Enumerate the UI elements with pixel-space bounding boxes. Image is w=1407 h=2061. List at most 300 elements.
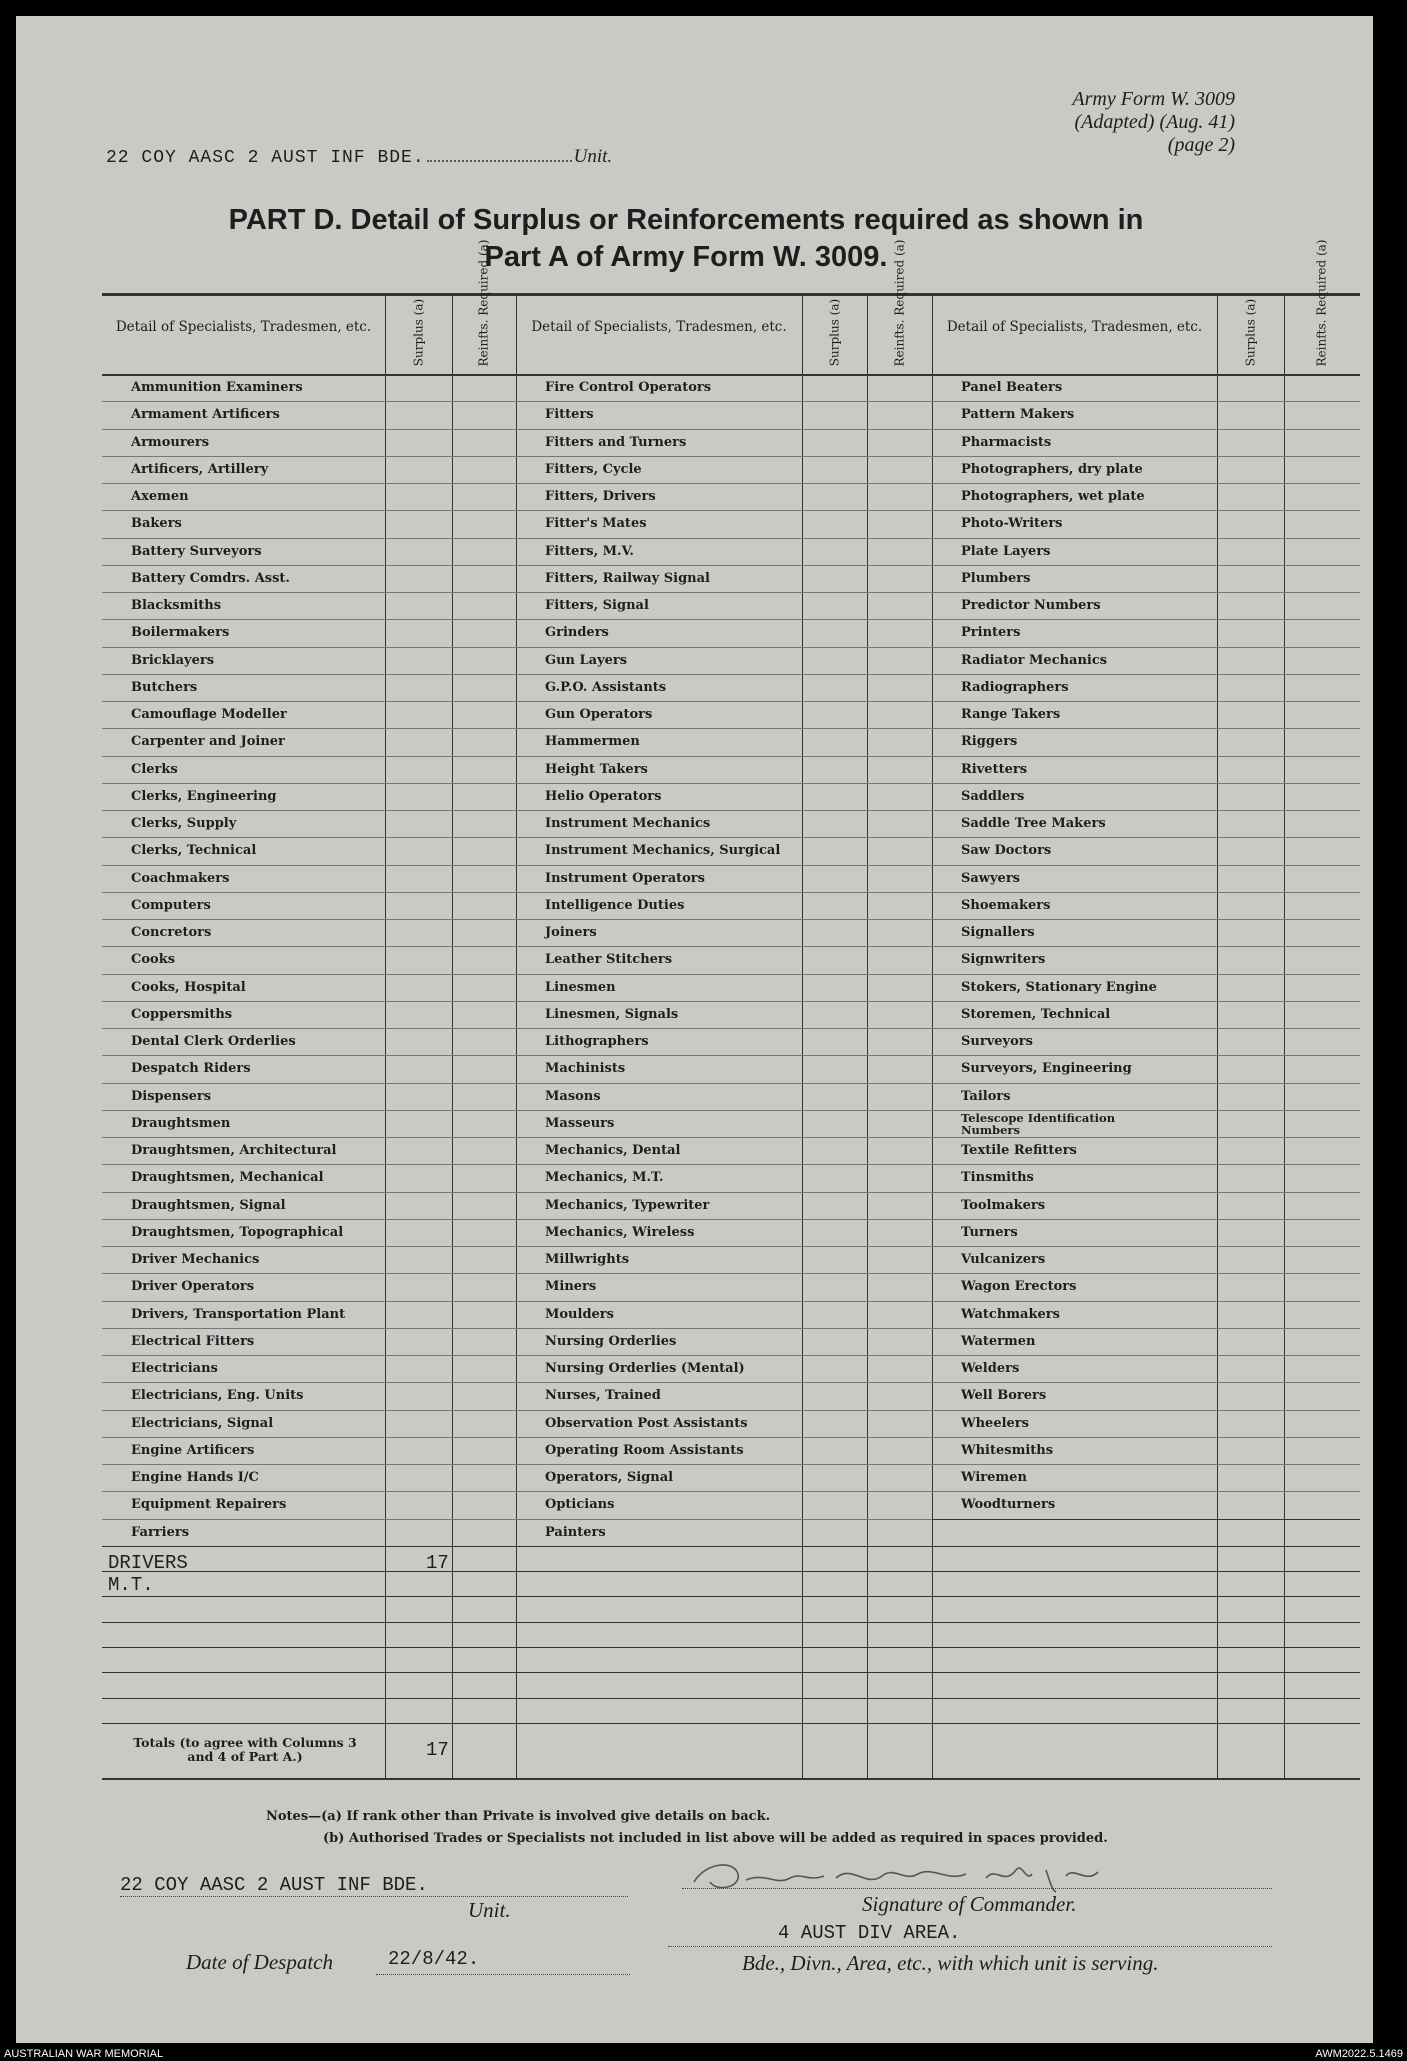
row-rule xyxy=(102,1410,516,1411)
trade-cell: Computers xyxy=(131,897,211,913)
row-rule xyxy=(932,1328,1360,1329)
trade-cell: Linesmen, Signals xyxy=(545,1006,679,1022)
trade-cell: Armourers xyxy=(131,434,210,450)
row-rule xyxy=(102,483,516,484)
trade-cell: Coppersmiths xyxy=(131,1006,233,1022)
trade-cell: Blacksmiths xyxy=(131,598,222,613)
trade-cell: Photo-Writers xyxy=(961,516,1063,532)
row-rule xyxy=(102,892,516,893)
row-rule xyxy=(516,1164,932,1165)
trade-cell: Mechanics, Dental xyxy=(545,1143,681,1158)
row-rule xyxy=(932,1083,1360,1084)
trade-cell: Drivers, Transportation Plant xyxy=(131,1306,346,1322)
row-rule xyxy=(932,865,1360,866)
row-rule xyxy=(932,401,1360,402)
trade-cell: Helio Operators xyxy=(545,788,662,804)
body-end-rule xyxy=(102,1546,1360,1547)
row-rule xyxy=(102,756,516,757)
header-detail-specialists: Detail of Specialists, Tradesmen, etc. xyxy=(531,319,787,335)
row-rule xyxy=(932,946,1360,947)
blank-row-rule xyxy=(102,1571,1360,1572)
blank-row-rule xyxy=(102,1622,1360,1623)
trade-cell: Camouflage Modeller xyxy=(131,707,287,722)
row-rule xyxy=(516,647,932,648)
row-rule xyxy=(932,756,1360,757)
trade-cell: Toolmakers xyxy=(961,1197,1046,1213)
row-rule xyxy=(516,619,932,620)
row-rule xyxy=(932,919,1360,920)
row-rule xyxy=(516,728,932,729)
row-rule xyxy=(932,429,1360,430)
row-rule xyxy=(932,1301,1360,1302)
row-rule xyxy=(516,592,932,593)
trade-cell: Instrument Mechanics xyxy=(545,816,711,831)
row-rule xyxy=(932,1410,1360,1411)
row-rule xyxy=(932,1219,1360,1220)
row-rule xyxy=(932,783,1360,784)
archive-reference: AWM2022.5.1469 xyxy=(1315,2048,1403,2060)
row-rule xyxy=(516,1437,932,1438)
unit-header-value: 22 COY AASC 2 AUST INF BDE. xyxy=(106,148,425,168)
date-value: 22/8/42. xyxy=(388,1948,480,1970)
row-rule xyxy=(516,1001,932,1002)
trade-cell: Artificers, Artillery xyxy=(131,461,269,477)
header-surplus: Surplus (a) xyxy=(411,298,425,367)
row-rule xyxy=(102,701,516,702)
trade-cell: Bakers xyxy=(131,516,182,532)
row-rule xyxy=(516,1246,932,1247)
trade-cell: Dental Clerk Orderlies xyxy=(131,1034,296,1049)
trade-cell: Battery Comdrs. Asst. xyxy=(131,570,290,586)
trade-cell: Welders xyxy=(961,1361,1020,1376)
column-rule xyxy=(1284,293,1285,1778)
trade-cell: Range Takers xyxy=(961,707,1061,722)
trade-cell: Clerks xyxy=(131,761,178,777)
trade-cell: Cooks xyxy=(131,952,176,968)
trade-cell: G.P.O. Assistants xyxy=(545,679,667,695)
trade-cell: Boilermakers xyxy=(131,625,230,641)
trade-cell: Lithographers xyxy=(545,1034,649,1049)
trade-cell: Equipment Repairers xyxy=(131,1497,287,1513)
row-rule xyxy=(932,1382,1360,1383)
notes xyxy=(266,1806,1108,1850)
trade-cell: Electrical Fitters xyxy=(131,1333,255,1349)
trade-cell: Photographers, wet plate xyxy=(961,489,1145,504)
unit-header-label: Unit. xyxy=(573,146,613,167)
trade-cell: Clerks, Engineering xyxy=(131,788,277,804)
trade-cell: Butchers xyxy=(131,679,198,695)
row-rule xyxy=(516,1301,932,1302)
row-rule xyxy=(932,538,1360,539)
trade-cell: Wheelers xyxy=(961,1415,1029,1431)
row-rule xyxy=(516,1083,932,1084)
column-rule xyxy=(385,293,386,1778)
trade-cell: Machinists xyxy=(545,1061,626,1077)
row-rule xyxy=(516,1192,932,1193)
trade-cell: Bricklayers xyxy=(131,652,215,668)
form-page xyxy=(16,16,1373,2043)
row-rule xyxy=(102,619,516,620)
trade-cell: Nurses, Trained xyxy=(545,1388,661,1404)
header-surplus: Surplus (a) xyxy=(1243,298,1257,367)
row-rule xyxy=(932,1192,1360,1193)
row-rule xyxy=(932,810,1360,811)
row-rule xyxy=(516,810,932,811)
trade-cell: Predictor Numbers xyxy=(961,598,1101,613)
trade-cell: Concretors xyxy=(131,925,212,940)
row-rule xyxy=(932,1355,1360,1356)
row-rule xyxy=(932,1001,1360,1002)
row-rule xyxy=(932,592,1360,593)
row-rule xyxy=(932,647,1360,648)
trade-cell: Grinders xyxy=(545,625,609,641)
trade-cell: Plumbers xyxy=(961,570,1031,586)
trade-cell: Fitters and Turners xyxy=(545,434,687,450)
trade-cell: Engine Artificers xyxy=(131,1442,255,1458)
blank-row-rule xyxy=(102,1647,1360,1648)
trade-cell: Opticians xyxy=(545,1497,615,1513)
trade-cell: Radiator Mechanics xyxy=(961,652,1108,668)
row-rule xyxy=(932,1246,1360,1247)
row-rule xyxy=(516,565,932,566)
trade-cell: Instrument Mechanics, Surgical xyxy=(545,843,781,859)
trade-cell: Axemen xyxy=(131,489,189,504)
trade-cell: Masons xyxy=(545,1088,601,1104)
date-line xyxy=(376,1974,630,1975)
row-rule xyxy=(932,1164,1360,1165)
row-rule xyxy=(932,1055,1360,1056)
row-rule xyxy=(516,1137,932,1138)
row-rule xyxy=(516,538,932,539)
row-rule xyxy=(516,783,932,784)
header-bottom-rule xyxy=(102,374,1360,376)
row-rule xyxy=(516,483,932,484)
trade-cell: Signwriters xyxy=(961,952,1046,968)
col3-end-rule xyxy=(932,1519,1360,1520)
row-rule xyxy=(516,1028,932,1029)
trade-cell: Battery Surveyors xyxy=(131,543,262,559)
trade-cell: Electricians, Eng. Units xyxy=(131,1388,304,1404)
row-rule xyxy=(516,674,932,675)
column-rule xyxy=(1217,293,1218,1778)
row-rule xyxy=(516,892,932,893)
header-surplus: Surplus (a) xyxy=(827,298,841,367)
trade-cell: Photographers, dry plate xyxy=(961,461,1143,477)
row-rule xyxy=(516,1328,932,1329)
trade-cell: Rivetters xyxy=(961,761,1028,777)
row-rule xyxy=(932,974,1360,975)
row-rule xyxy=(932,456,1360,457)
trade-cell: Telescope Identification Numbers xyxy=(961,1110,1116,1137)
row-rule xyxy=(102,1164,516,1165)
title-line1: PART D. Detail of Surplus or Reinforcements required as shown in xyxy=(228,204,1144,236)
trade-cell: Shoemakers xyxy=(961,897,1051,913)
trade-cell: Textile Refitters xyxy=(961,1143,1077,1158)
row-rule xyxy=(102,1437,516,1438)
trade-cell: Nursing Orderlies xyxy=(545,1333,677,1349)
signature-line xyxy=(682,1888,1272,1889)
trade-cell: Fire Control Operators xyxy=(545,380,712,395)
row-rule xyxy=(102,1219,516,1220)
trade-cell: Clerks, Supply xyxy=(131,816,237,831)
trade-cell: Sawyers xyxy=(961,870,1020,886)
trade-cell: Printers xyxy=(961,625,1021,641)
row-rule xyxy=(102,1382,516,1383)
trade-cell: Draughtsmen, Architectural xyxy=(131,1143,337,1158)
row-rule xyxy=(102,510,516,511)
trade-cell: Ammunition Examiners xyxy=(131,380,303,395)
trade-cell: Mechanics, M.T. xyxy=(545,1170,664,1186)
trade-cell: Woodturners xyxy=(961,1497,1056,1513)
row-rule xyxy=(516,1410,932,1411)
trade-cell: Gun Layers xyxy=(545,652,628,668)
row-rule xyxy=(102,456,516,457)
header-detail-specialists: Detail of Specialists, Tradesmen, etc. xyxy=(946,319,1203,335)
trade-cell: Watermen xyxy=(961,1333,1036,1349)
row-rule xyxy=(102,429,516,430)
trade-cell: Riggers xyxy=(961,734,1018,750)
row-rule xyxy=(932,1110,1360,1111)
row-rule xyxy=(102,1055,516,1056)
unit-dotted-line xyxy=(427,160,572,162)
row-rule xyxy=(932,1464,1360,1465)
header-reinfts-required: Reinfts. Required (a) xyxy=(1314,239,1329,367)
row-rule xyxy=(102,1328,516,1329)
header-reinfts-required: Reinfts. Required (a) xyxy=(892,239,906,367)
row-rule xyxy=(102,674,516,675)
trade-cell: Fitter's Mates xyxy=(545,516,647,532)
trade-cell: Painters xyxy=(545,1524,606,1540)
trade-cell: Instrument Operators xyxy=(545,870,705,886)
trade-cell: Plate Layers xyxy=(961,543,1051,559)
row-rule xyxy=(516,919,932,920)
header-detail-specialists: Detail of Specialists, Tradesmen, etc. xyxy=(115,319,372,335)
title-line2: Part A of Army Form W. 3009. xyxy=(484,241,888,273)
row-rule xyxy=(102,919,516,920)
row-rule xyxy=(516,456,932,457)
form-id-line1: Army Form W. 3009 xyxy=(1072,88,1235,110)
row-rule xyxy=(102,1192,516,1193)
archive-credit: AUSTRALIAN WAR MEMORIAL xyxy=(4,2048,164,2060)
trade-cell: Operators, Signal xyxy=(545,1470,674,1485)
unit-header xyxy=(106,146,612,168)
row-rule xyxy=(516,429,932,430)
row-rule xyxy=(932,1028,1360,1029)
trade-cell: Watchmakers xyxy=(961,1306,1060,1322)
trade-cell: Hammermen xyxy=(545,734,640,750)
trade-cell: Linesmen xyxy=(545,979,616,995)
trade-cell: Operating Room Assistants xyxy=(545,1442,744,1458)
trade-cell: Observation Post Assistants xyxy=(545,1415,748,1431)
row-rule xyxy=(102,837,516,838)
totals-reinfts-value: 17 xyxy=(426,1738,449,1761)
trade-cell: Joiners xyxy=(545,925,597,940)
column-rule xyxy=(932,293,933,1778)
row-rule xyxy=(932,1437,1360,1438)
footer-unit-line xyxy=(120,1896,628,1897)
trade-cell: Driver Mechanics xyxy=(131,1252,260,1267)
trade-cell: Cooks, Hospital xyxy=(131,979,246,995)
blank-row-rule xyxy=(102,1672,1360,1673)
trade-cell: Millwrights xyxy=(545,1252,630,1267)
signature-label: Signature of Commander. xyxy=(862,1892,1077,1916)
row-rule xyxy=(102,1491,516,1492)
trade-cell: Whitesmiths xyxy=(961,1442,1054,1458)
trade-cell: Tinsmiths xyxy=(961,1170,1034,1186)
row-rule xyxy=(516,756,932,757)
row-rule xyxy=(932,1491,1360,1492)
trade-cell: Fitters xyxy=(545,407,594,423)
trade-cell: Armament Artificers xyxy=(131,407,280,423)
row-rule xyxy=(516,1491,932,1492)
row-rule xyxy=(102,1519,516,1520)
row-rule xyxy=(102,1355,516,1356)
trade-cell: Fitters, Railway Signal xyxy=(545,570,710,586)
formation-label: Bde., Divn., Area, etc., with which unit is serving. xyxy=(742,1951,1159,1975)
header-reinfts-required: Reinfts. Required (a) xyxy=(476,239,491,367)
trade-cell: Signallers xyxy=(961,925,1035,940)
trade-cell: Wiremen xyxy=(961,1470,1027,1485)
trade-cell: Surveyors xyxy=(961,1034,1033,1049)
trade-cell: Coachmakers xyxy=(131,870,230,886)
table-top-rule xyxy=(102,293,1360,296)
row-rule xyxy=(516,1464,932,1465)
footer-unit-value: 22 COY AASC 2 AUST INF BDE. xyxy=(120,1874,428,1896)
trade-cell: Fitters, Signal xyxy=(545,598,649,613)
trade-cell: Fitters, Cycle xyxy=(545,461,642,477)
row-rule xyxy=(102,1001,516,1002)
row-rule xyxy=(102,565,516,566)
added-trade-entry: DRIVERS M.T. xyxy=(108,1551,188,1596)
trade-cell: Leather Stitchers xyxy=(545,952,673,968)
note-a: Notes—(a) If rank other than Private is involved give details on back. xyxy=(266,1809,771,1824)
trade-cell: Saddlers xyxy=(961,788,1025,804)
row-rule xyxy=(932,674,1360,675)
trade-cell: Masseurs xyxy=(545,1115,615,1131)
row-rule xyxy=(102,810,516,811)
row-rule xyxy=(102,946,516,947)
trade-cell: Farriers xyxy=(131,1524,190,1540)
trade-cell: Miners xyxy=(545,1279,597,1295)
trade-cell: Driver Operators xyxy=(131,1279,255,1295)
trade-cell: Draughtsmen xyxy=(131,1115,231,1131)
row-rule xyxy=(102,1273,516,1274)
row-rule xyxy=(932,510,1360,511)
row-rule xyxy=(516,1273,932,1274)
trade-cell: Vulcanizers xyxy=(961,1252,1046,1267)
row-rule xyxy=(932,1137,1360,1138)
trade-cell: Pattern Makers xyxy=(961,407,1075,423)
page-title xyxy=(136,202,1236,276)
row-rule xyxy=(516,1382,932,1383)
row-rule xyxy=(516,1055,932,1056)
footer-unit-label: Unit. xyxy=(468,1898,511,1922)
added-reinfts-value: 17 xyxy=(426,1551,449,1574)
blank-row-rule xyxy=(102,1698,1360,1699)
trade-cell: Carpenter and Joiner xyxy=(131,734,285,750)
trade-cell: Radiographers xyxy=(961,679,1069,695)
form-id-line3: (page 2) xyxy=(1167,134,1235,156)
row-rule xyxy=(516,865,932,866)
row-rule xyxy=(932,728,1360,729)
trade-cell: Stokers, Stationary Engine xyxy=(961,979,1157,995)
row-rule xyxy=(516,1219,932,1220)
row-rule xyxy=(516,946,932,947)
totals-label: Totals (to agree with Columns 3 and 4 of Part A.) xyxy=(133,1734,357,1764)
trade-cell: Nursing Orderlies (Mental) xyxy=(545,1361,745,1376)
row-rule xyxy=(102,728,516,729)
totals-top-rule xyxy=(102,1723,1360,1725)
trade-cell: Wagon Erectors xyxy=(961,1279,1077,1295)
row-rule xyxy=(932,1273,1360,1274)
row-rule xyxy=(102,865,516,866)
row-rule xyxy=(516,974,932,975)
row-rule xyxy=(102,538,516,539)
trade-cell: Storemen, Technical xyxy=(961,1006,1111,1022)
row-rule xyxy=(102,401,516,402)
column-rule xyxy=(867,293,868,1778)
trade-cell: Intelligence Duties xyxy=(545,897,685,913)
row-rule xyxy=(102,1464,516,1465)
row-rule xyxy=(932,619,1360,620)
trade-cell: Gun Operators xyxy=(545,707,653,722)
row-rule xyxy=(102,647,516,648)
trade-cell: Despatch Riders xyxy=(131,1061,251,1077)
note-b: (b) Authorised Trades or Specialists not included in list above will be added as required in spaces provided. xyxy=(323,1831,1108,1846)
trade-cell: Turners xyxy=(961,1224,1018,1240)
row-rule xyxy=(102,1083,516,1084)
row-rule xyxy=(102,1137,516,1138)
trade-cell: Draughtsmen, Topographical xyxy=(131,1224,344,1240)
row-rule xyxy=(516,837,932,838)
trade-cell: Moulders xyxy=(545,1306,614,1322)
row-rule xyxy=(516,401,932,402)
formation-line xyxy=(668,1946,1272,1947)
trade-cell: Surveyors, Engineering xyxy=(961,1061,1132,1077)
row-rule xyxy=(102,783,516,784)
trade-cell: Engine Hands I/C xyxy=(131,1470,259,1485)
trade-cell: Saw Doctors xyxy=(961,843,1052,859)
trade-cell: Draughtsmen, Signal xyxy=(131,1197,286,1213)
row-rule xyxy=(516,1519,932,1520)
trade-cell: Well Borers xyxy=(961,1388,1047,1404)
row-rule xyxy=(932,701,1360,702)
row-rule xyxy=(102,974,516,975)
trade-cell: Mechanics, Typewriter xyxy=(545,1197,710,1213)
trade-cell: Tailors xyxy=(961,1088,1011,1104)
date-label: Date of Despatch xyxy=(186,1950,333,1974)
row-rule xyxy=(516,1355,932,1356)
row-rule xyxy=(102,1110,516,1111)
row-rule xyxy=(102,1028,516,1029)
trade-cell: Fitters, M.V. xyxy=(545,543,634,559)
trade-cell: Mechanics, Wireless xyxy=(545,1224,695,1240)
row-rule xyxy=(102,1246,516,1247)
row-rule xyxy=(516,1110,932,1111)
row-rule xyxy=(932,565,1360,566)
trade-cell: Electricians xyxy=(131,1361,218,1376)
trade-cell: Draughtsmen, Mechanical xyxy=(131,1170,324,1186)
row-rule xyxy=(516,510,932,511)
trade-cell: Electricians, Signal xyxy=(131,1415,274,1431)
form-identifier xyxy=(1072,88,1235,157)
row-rule xyxy=(932,892,1360,893)
trade-cell: Height Takers xyxy=(545,761,648,777)
row-rule xyxy=(932,483,1360,484)
trade-cell: Clerks, Technical xyxy=(131,843,257,859)
trade-cell: Fitters, Drivers xyxy=(545,489,656,504)
trade-cell: Pharmacists xyxy=(961,434,1052,450)
